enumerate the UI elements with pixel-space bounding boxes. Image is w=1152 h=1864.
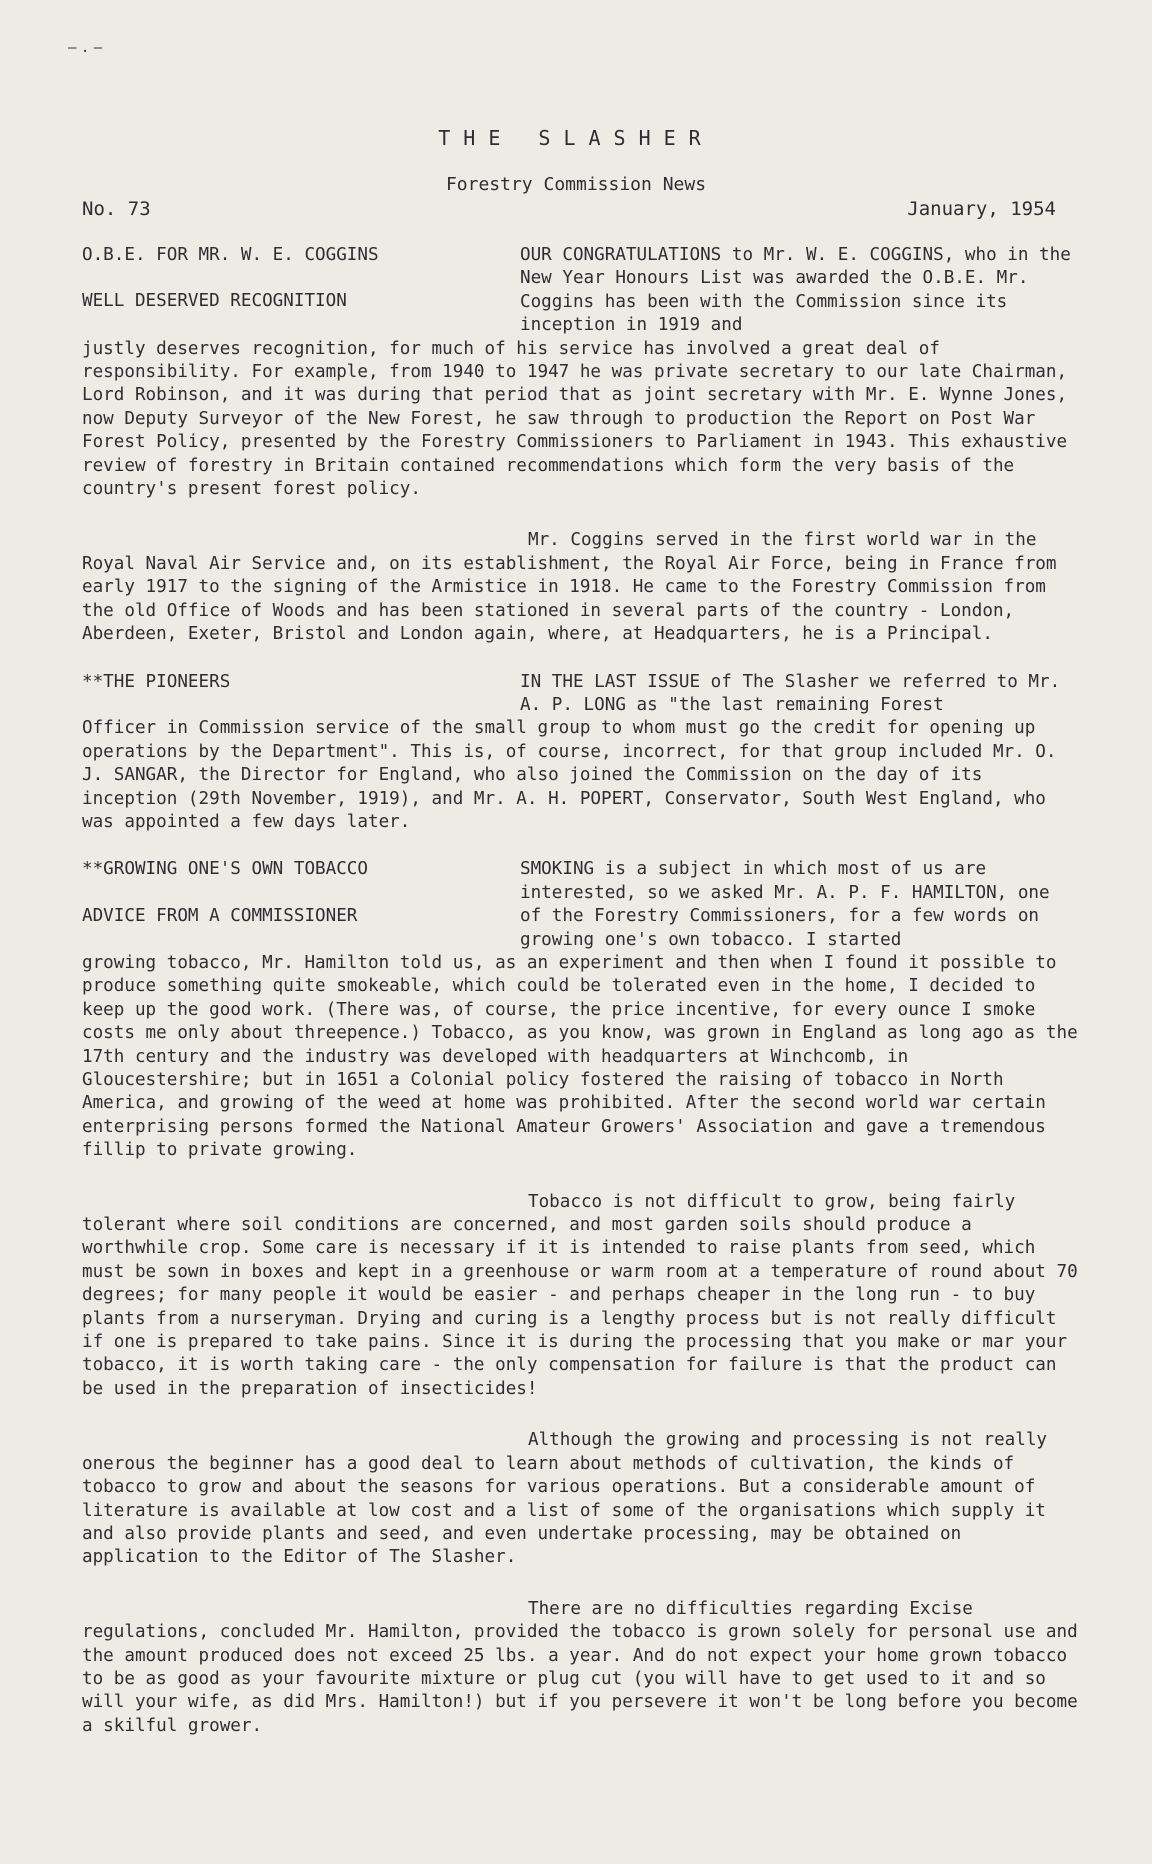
issue-number: No. 73 — [82, 198, 151, 220]
pioneers-paragraph: Officer in Commission service of the small group to whom must go the credit for opening up operations by the Department". This is, of course, incorrect, for that group included Mr. O. J. SANGAR, the Director for England, who also joined the Commission on the day of its inception (29th November, 1919), and Mr. A. H. POPERT, Conservator, South West England, who was appointed a few days later. — [82, 718, 1057, 832]
tobacco-paragraph-4: There are no difficulties regarding Excise regulations, concluded Mr. Hamilton, provided the tobacco is grown solely for personal use and the amount produced does not exceed 25 lbs. a year. And do not expect your home grown tobacco to be as good as your favourite mixture or plug cut (you will have to get used to it and so will your wife, as did Mrs. Hamilton!) but if you persevere it won't be long before you become a skilful grower. — [82, 1598, 1078, 1736]
pioneers-lead: IN THE LAST ISSUE of The Slasher we referred to Mr. A. P. LONG as "the last remaining Forest — [520, 671, 1061, 715]
tobacco-paragraph-3: Although the growing and processing is not really onerous the beginner has a good deal to learn about methods of cultivation, the kinds of tobacco to grow and about the seasons for various operations. But a considerable amount of literature is available at low cost and a list of some of the organisations which supply it and also provide plants and seed, and even undertake processing, may be obtained on application to the Editor of The Slasher. — [82, 1430, 1048, 1568]
tobacco-paragraph-1: growing tobacco, Mr. Hamilton told us, as an experiment and then when I found it possible to produce something quite smokeable, which could be tolerated even in the home, I decided to keep up the good work. (There was, of course, the price incentive, for every ounce I smoke costs me only about threepence.) Tobacco, as you know, was grown in England as long ago as the 17th century and the industry was developed with headquarters at Winchcomb, in Gloucestershire; but in 1651 a Colonial policy fostered the raising of tobacco in North America, and growing of the weed at home was prohibited. After the second world war certain enterprising persons formed the National Amateur Growers' Association and gave a tremendous fillip to private growing. — [82, 952, 1078, 1161]
tobacco-heading: **GROWING ONE'S OWN TOBACCO — [82, 859, 368, 880]
obe-lead: OUR CONGRATULATIONS to Mr. W. E. COGGINS, who in the New Year Honours List was awarded the O.B.E. Mr. Coggins has been with the Commission since its inception in 1919 and — [520, 245, 1071, 336]
obe-paragraph-2: Mr. Coggins served in the first world war in the Royal Naval Air Service and, on its establishment, the Royal Air Force, being in France from early 1917 to the signing of the Armistice in 1918. He came to the Forestry Commission from the old Office of Woods and has been stationed in several parts of the country - London, Aberdeen, Exeter, Bristol and London again, where, at Headquarters, he is a Principal. — [82, 530, 1057, 645]
corner-mark: — . — — [68, 40, 101, 56]
tobacco-subheading: ADVICE FROM A COMMISSIONER — [82, 905, 358, 926]
obe-heading: O.B.E. FOR MR. W. E. COGGINS — [82, 245, 379, 265]
tobacco-section — [82, 858, 1080, 1738]
obe-section — [82, 244, 1080, 647]
pioneers-heading: **THE PIONEERS — [82, 671, 231, 692]
obe-lead-row — [82, 244, 1080, 338]
pioneers-section — [82, 671, 1080, 835]
newsletter-title: THE SLASHER — [438, 126, 714, 150]
newsletter-body — [82, 244, 1080, 1738]
tobacco-lead: SMOKING is a subject in which most of us are interested, so we asked Mr. A. P. F. HAMILTON, one of the Forestry Commissioners, for a few words on growing one's own tobacco. I started — [520, 859, 1050, 950]
obe-subheading: WELL DESERVED RECOGNITION — [82, 291, 347, 312]
tobacco-lead-row — [82, 858, 1080, 952]
newsletter-subtitle: Forestry Commission News — [445, 174, 707, 195]
pioneers-lead-row — [82, 671, 1080, 718]
obe-headings — [82, 244, 502, 338]
pioneers-headings — [82, 671, 502, 718]
obe-paragraph-1: justly deserves recognition, for much of his service has involved a great deal of responsibility. For example, from 1940 to 1947 he was private secretary to our late Chairman, Lord Robinson, and it was during that period that as joint secretary with Mr. E. Wynne Jones, now Deputy Surveyor of the New Forest, he saw through to production the Report on Post War Forest Policy, presented by the Forestry Commissioners to Parliament in 1943. This exhaustive review of forestry in Britain contained recommendations which form the very basis of the country's present forest policy. — [82, 338, 1068, 500]
tobacco-headings — [82, 858, 502, 952]
tobacco-paragraph-2: Tobacco is not difficult to grow, being fairly tolerant where soil conditions are concerned, and most garden soils should produce a worthwhile crop. Some care is necessary if it is intended to raise plants from seed, which must be sown in boxes and kept in a greenhouse or warm room at a temperature of round about 70 degrees; for many people it would be easier - and perhaps cheaper in the long run - to buy plants from a nurseryman. Drying and curing is a lengthy process but is not really difficult if one is prepared to take pains. Since it is during the processing that you make or mar your tobacco, it is worth taking care - the only compensation for failure is that the product can be used in the preparation of insecticides! — [82, 1191, 1078, 1399]
issue-date: January, 1954 — [907, 198, 1056, 220]
